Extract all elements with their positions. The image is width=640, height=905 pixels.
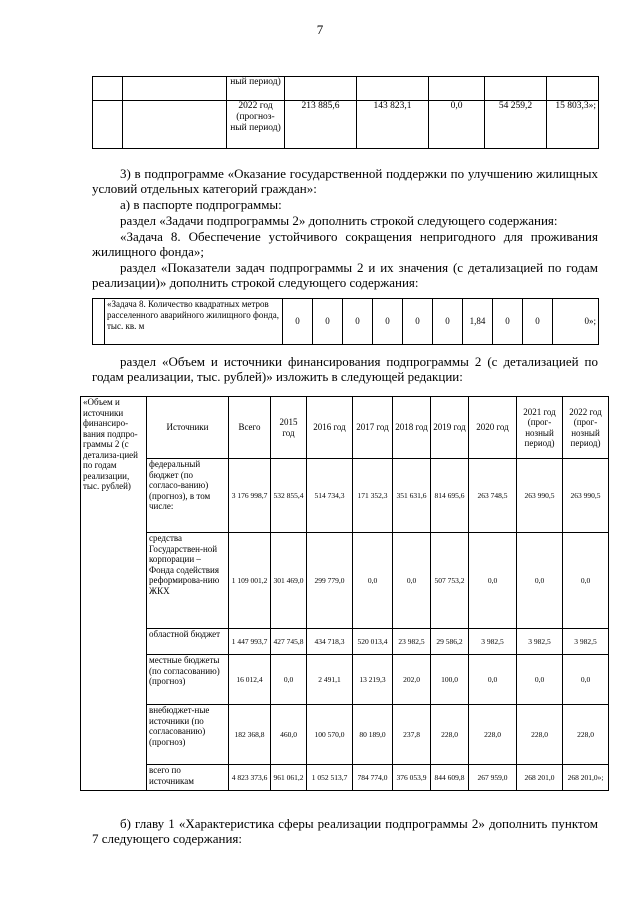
source-cell: областной бюджет: [147, 629, 229, 655]
value-cell: 0,0: [393, 533, 431, 629]
value-cell: 29 586,2: [431, 629, 469, 655]
header-cell: 2017 год: [353, 397, 393, 459]
header-cell: Источники: [147, 397, 229, 459]
cell-value: 54 259,2: [485, 101, 547, 149]
table-row: [81, 459, 609, 533]
indicator-value: 0: [403, 299, 433, 345]
source-cell: средства Государствен-ной корпорации – Фонда содействия реформирова-нию ЖКХ: [147, 533, 229, 629]
header-cell: Всего: [229, 397, 271, 459]
table-row: [81, 655, 609, 705]
header-cell: 2015 год: [271, 397, 307, 459]
value-cell: 228,0: [563, 705, 609, 765]
value-cell: 376 053,9: [393, 765, 431, 791]
value-cell: 3 982,5: [469, 629, 517, 655]
value-cell: 427 745,8: [271, 629, 307, 655]
value-cell: 268 201,0»;: [563, 765, 609, 791]
value-cell: 100 570,0: [307, 705, 353, 765]
header-cell: 2019 год: [431, 397, 469, 459]
paragraph-1: 3) в подпрограмме «Оказание государственной поддержки по улучшению жилищных условий отдельных категорий граждан»:: [92, 166, 598, 196]
table-row: [81, 629, 609, 655]
value-cell: 0,0: [517, 533, 563, 629]
value-cell: 460,0: [271, 705, 307, 765]
page-number: 7: [316, 22, 324, 37]
source-cell: местные бюджеты (по согласованию) (прогноз): [147, 655, 229, 705]
value-cell: 267 959,0: [469, 765, 517, 791]
value-cell: 844 609,8: [431, 765, 469, 791]
indicator-value: 0: [523, 299, 553, 345]
paragraph-5: раздел «Показатели задач подпрограммы 2 и их значения (с детализацией по годам реализации)» дополнить строкой следующего содержания:: [92, 260, 598, 290]
value-cell: 0,0: [469, 533, 517, 629]
indicator-label: «Задача 8. Количество квадратных метров расселенного аварийного жилищного фонда, тыс. кв. м: [105, 299, 283, 345]
cell-value: 0,0: [429, 101, 485, 149]
table-row: [81, 765, 609, 791]
financing-table: [80, 396, 609, 791]
header-cell: 2018 год: [393, 397, 431, 459]
value-cell: 171 352,3: [353, 459, 393, 533]
table-row: [81, 705, 609, 765]
value-cell: 2 491,1: [307, 655, 353, 705]
value-cell: 1 447 993,7: [229, 629, 271, 655]
value-cell: 784 774,0: [353, 765, 393, 791]
source-cell: внебюджет-ные источники (по согласованию) (прогноз): [147, 705, 229, 765]
value-cell: 16 012,4: [229, 655, 271, 705]
indicator-value: 1,84: [463, 299, 493, 345]
indicator-value: 0: [433, 299, 463, 345]
value-cell: 301 469,0: [271, 533, 307, 629]
value-cell: 514 734,3: [307, 459, 353, 533]
continuation-table: [92, 76, 599, 149]
value-cell: 532 855,4: [271, 459, 307, 533]
value-cell: 3 982,5: [517, 629, 563, 655]
value-cell: 263 990,5: [563, 459, 609, 533]
value-cell: 237,8: [393, 705, 431, 765]
value-cell: 228,0: [469, 705, 517, 765]
value-cell: 80 189,0: [353, 705, 393, 765]
indicator-value: 0»;: [553, 299, 599, 345]
header-cell: 2020 год: [469, 397, 517, 459]
indicator-value: 0: [343, 299, 373, 345]
value-cell: 814 695,6: [431, 459, 469, 533]
value-cell: 23 982,5: [393, 629, 431, 655]
value-cell: 299 779,0: [307, 533, 353, 629]
paragraph-2: а) в паспорте подпрограммы:: [120, 197, 282, 212]
cell-value: 143 823,1: [357, 101, 429, 149]
indicator-value: 0: [313, 299, 343, 345]
value-cell: 0,0: [353, 533, 393, 629]
value-cell: 0,0: [271, 655, 307, 705]
header-cell: 2021 год (прог-нозный период): [517, 397, 563, 459]
value-cell: 0,0: [517, 655, 563, 705]
table-row: [81, 533, 609, 629]
value-cell: 520 013,4: [353, 629, 393, 655]
value-cell: 228,0: [517, 705, 563, 765]
paragraph-7: б) главу 1 «Характеристика сферы реализации подпрограммы 2» дополнить пунктом 7 следующего содержания:: [92, 816, 598, 846]
value-cell: 1 052 513,7: [307, 765, 353, 791]
indicator-value: 0: [493, 299, 523, 345]
value-cell: 268 201,0: [517, 765, 563, 791]
header-cell: 2022 год (прог-нозный период): [563, 397, 609, 459]
value-cell: 202,0: [393, 655, 431, 705]
value-cell: 100,0: [431, 655, 469, 705]
paragraph-6: раздел «Объем и источники финансирования подпрограммы 2 (с детализацией по годам реализации, тыс. рублей)» изложить в следующей редакции:: [92, 354, 598, 384]
value-cell: 228,0: [431, 705, 469, 765]
value-cell: 434 718,3: [307, 629, 353, 655]
value-cell: 3 982,5: [563, 629, 609, 655]
value-cell: 263 748,5: [469, 459, 517, 533]
paragraph-4: «Задача 8. Обеспечение устойчивого сокращения непригодного для проживания жилищного фонда»;: [92, 229, 598, 259]
value-cell: 351 631,6: [393, 459, 431, 533]
value-cell: 0,0: [563, 533, 609, 629]
indicator-value: 0: [283, 299, 313, 345]
value-cell: 1 109 001,2: [229, 533, 271, 629]
paragraph-3: раздел «Задачи подпрограммы 2» дополнить строкой следующего содержания:: [120, 213, 558, 228]
cell-value: 213 885,6: [285, 101, 357, 149]
indicator-value: 0: [373, 299, 403, 345]
row-label: 2022 год (прогноз-ный период): [227, 101, 285, 149]
cell-value: 15 803,3»;: [547, 101, 599, 149]
source-cell: всего по источникам: [147, 765, 229, 791]
value-cell: 3 176 998,7: [229, 459, 271, 533]
header-cell: 2016 год: [307, 397, 353, 459]
source-cell: федеральный бюджет (по согласо-ванию) (прогноз), в том числе:: [147, 459, 229, 533]
value-cell: 263 990,5: [517, 459, 563, 533]
row-label: ный период): [227, 77, 285, 101]
value-cell: 182 368,8: [229, 705, 271, 765]
value-cell: 961 061,2: [271, 765, 307, 791]
financing-side-label: «Объем и источники финансиро-вания подпро-граммы 2 (с детализа-цией по годам реализации, тыс. рублей): [81, 397, 147, 791]
indicator-table: [92, 298, 599, 345]
value-cell: 0,0: [469, 655, 517, 705]
value-cell: 0,0: [563, 655, 609, 705]
value-cell: 507 753,2: [431, 533, 469, 629]
value-cell: 13 219,3: [353, 655, 393, 705]
value-cell: 4 823 373,6: [229, 765, 271, 791]
